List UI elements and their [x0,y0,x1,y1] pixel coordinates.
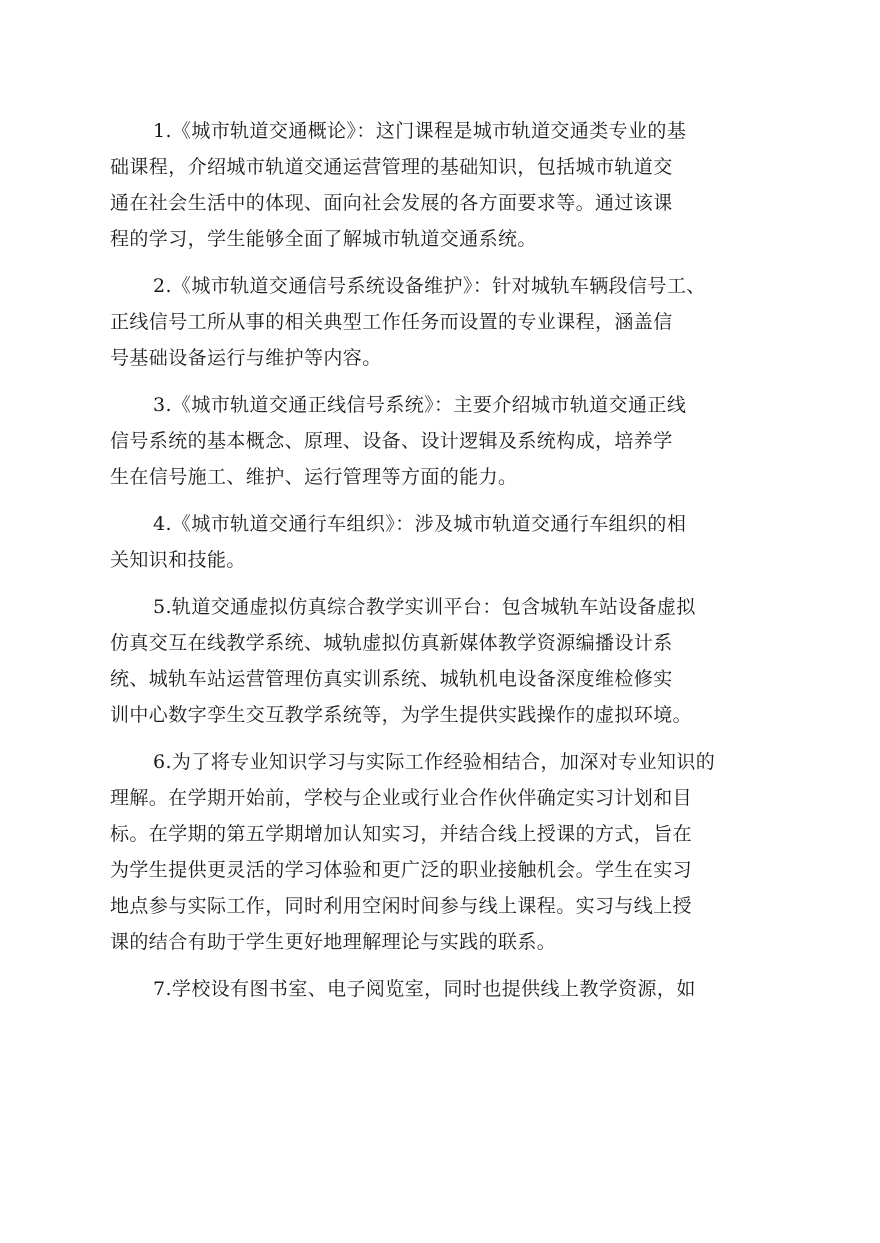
text-line: 程的学习，学生能够全面了解城市轨道交通系统。 [110,228,537,250]
document-body [110,113,750,1018]
paragraph-3 [110,387,750,495]
text-line: 正线信号工所从事的相关典型工作任务而设置的专业课程，涵盖信 [110,311,673,333]
text-line: 课的结合有助于学生更好地理解理论与实践的联系。 [110,931,557,953]
text-line: 关知识和技能。 [110,549,246,571]
text-line: 仿真交互在线教学系统、城轨虚拟仿真新媒体教学资源编播设计系 [110,632,673,654]
paragraph-4 [110,506,750,578]
text-line: 3.《城市轨道交通正线信号系统》：主要介绍城市轨道交通正线 [153,394,687,416]
text-line: 理解。在学期开始前，学校与企业或行业合作伙伴确定实习计划和目 [110,787,693,809]
paragraph-5 [110,589,750,733]
text-line: 础课程，介绍城市轨道交通运营管理的基础知识，包括城市轨道交 [110,156,673,178]
text-line: 6.为了将专业知识学习与实际工作经验相结合，加深对专业知识的 [153,751,716,773]
paragraph-6 [110,744,750,960]
text-line: 生在信号施工、维护、运行管理等方面的能力。 [110,466,518,488]
paragraph-7 [110,971,750,1007]
paragraph-2 [110,268,750,376]
text-line: 1.《城市轨道交通概论》：这门课程是城市轨道交通类专业的基 [153,120,687,142]
text-line: 信号系统的基本概念、原理、设备、设计逻辑及系统构成，培养学 [110,430,673,452]
paragraph-1 [110,113,750,257]
text-line: 训中心数字孪生交互教学系统等，为学生提供实践操作的虚拟环境。 [110,704,693,726]
text-line: 5.轨道交通虚拟仿真综合教学实训平台：包含城轨车站设备虚拟 [153,596,696,618]
text-line: 7.学校设有图书室、电子阅览室，同时也提供线上教学资源，如 [153,978,696,1000]
text-line: 统、城轨车站运营管理仿真实训系统、城轨机电设备深度维检修实 [110,668,673,690]
text-line: 为学生提供更灵活的学习体验和更广泛的职业接触机会。学生在实习 [110,859,693,881]
text-line: 通在社会生活中的体现、面向社会发展的各方面要求等。通过该课 [110,192,673,214]
text-line: 4.《城市轨道交通行车组织》：涉及城市轨道交通行车组织的相 [153,513,687,535]
text-line: 2.《城市轨道交通信号系统设备维护》：针对城轨车辆段信号工、 [153,275,706,297]
text-line: 地点参与实际工作，同时利用空闲时间参与线上课程。实习与线上授 [110,895,693,917]
text-line: 标。在学期的第五学期增加认知实习，并结合线上授课的方式，旨在 [110,823,693,845]
text-line: 号基础设备运行与维护等内容。 [110,347,382,369]
